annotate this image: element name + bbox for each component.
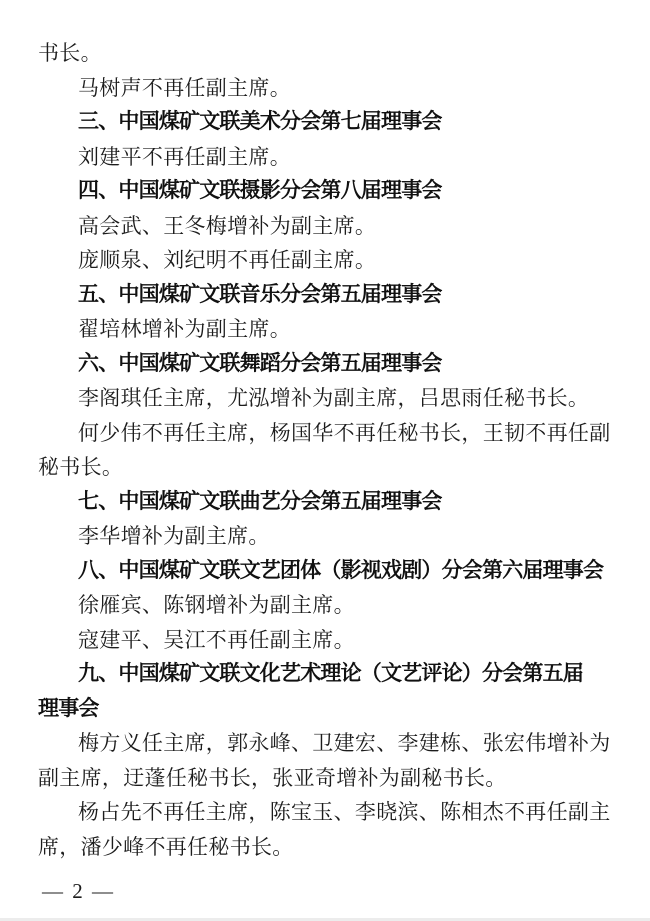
text-line: 刘建平不再任副主席。: [78, 144, 291, 169]
section-heading: 五、中国煤矿文联音乐分会第五届理事会: [78, 282, 442, 306]
text-line: 副主席，迂蓬任秘书长，张亚奇增补为副秘书长。: [38, 765, 507, 790]
text-line: 梅方义任主席，郭永峰、卫建宏、李建栋、张宏伟增补为: [78, 731, 611, 755]
text-line: 书长。: [38, 41, 102, 65]
section-heading: 理事会: [38, 696, 99, 720]
section-heading: 六、中国煤矿文联舞蹈分会第五届理事会: [78, 351, 442, 375]
page-number: — 2 —: [42, 879, 115, 903]
text-line: 李阁琪任主席，尤泓增补为副主席，吕思雨任秘书长。: [78, 386, 590, 410]
text-line: 杨占先不再任主席，陈宝玉、李晓滨、陈相杰不再任副主: [78, 800, 611, 824]
text-line: 李华增补为副主席。: [78, 524, 270, 548]
section-heading: 九、中国煤矿文联文化艺术理论（文艺评论）分会第五届: [78, 662, 583, 685]
text-line: 秘书长。: [38, 455, 124, 479]
text-line: 寇建平、吴江不再任副主席。: [78, 627, 355, 652]
text-line: 高会武、王冬梅增补为副主席。: [78, 213, 377, 238]
section-heading: 七、中国煤矿文联曲艺分会第五届理事会: [78, 489, 442, 513]
text-line: 何少伟不再任主席，杨国华不再任秘书长，王韧不再任副: [78, 420, 611, 445]
text-line: 翟培林增补为副主席。: [78, 317, 291, 341]
section-heading: 三、中国煤矿文联美术分会第七届理事会: [78, 110, 442, 133]
text-line: 庞顺泉、刘纪明不再任副主席。: [78, 248, 377, 272]
text-line: 马树声不再任副主席。: [78, 75, 291, 100]
text-line: 徐雁宾、陈钢增补为副主席。: [78, 593, 355, 617]
section-heading: 八、中国煤矿文联文艺团体（影视戏剧）分会第六届理事会: [78, 558, 604, 582]
text-line: 席，潘少峰不再任秘书长。: [38, 834, 294, 859]
section-heading: 四、中国煤矿文联摄影分会第八届理事会: [78, 179, 442, 202]
